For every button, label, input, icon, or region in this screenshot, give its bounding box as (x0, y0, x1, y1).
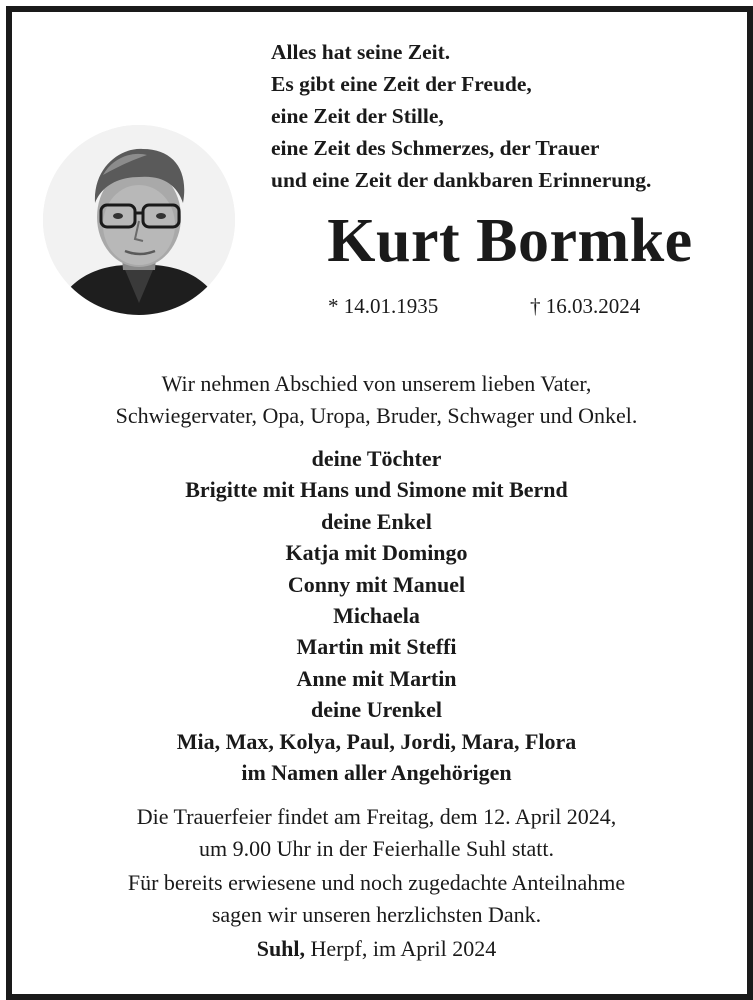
mourner-line: Martin mit Steffi (296, 634, 457, 660)
mourner-line: im Namen aller Angehörigen (241, 760, 512, 786)
mourner-line: Mia, Max, Kolya, Paul, Jordi, Mara, Flora (176, 728, 577, 754)
poem-line: Alles hat seine Zeit. (271, 40, 451, 64)
mourner-line: Brigitte mit Hans und Simone mit Bernd (185, 477, 568, 503)
death-date: † 16.03.2024 (530, 294, 641, 318)
mourner-line: deine Urenkel (311, 697, 442, 723)
funeral-notice (0, 801, 753, 965)
mourner-line: Anne mit Martin (296, 665, 457, 691)
signature-place: Suhl, (256, 936, 306, 961)
mourner-line: Katja mit Domingo (285, 540, 468, 566)
poem-line: und eine Zeit der dankbaren Erinnerung. (271, 168, 652, 192)
signature-date: Herpf, im April 2024 (305, 936, 497, 961)
intro-line: Wir nehmen Abschied von unserem lieben Vater, (161, 371, 592, 396)
farewell-intro (0, 368, 753, 432)
mourner-line: deine Töchter (311, 446, 442, 471)
birth-date: * 14.01.1935 (328, 294, 439, 318)
signature-line (0, 933, 753, 965)
notice-line: um 9.00 Uhr in der Feierhalle Suhl statt. (199, 836, 554, 861)
intro-line: Schwiegervater, Opa, Uropa, Bruder, Schwager und Onkel. (115, 403, 638, 428)
deceased-name: Kurt Bormke (327, 207, 693, 275)
poem-line: Es gibt eine Zeit der Freude, (271, 72, 532, 96)
notice-line: sagen wir unseren herzlichsten Dank. (211, 902, 542, 927)
mourners-list (0, 443, 753, 788)
mourner-line: Michaela (333, 603, 420, 629)
portrait-photo (43, 125, 235, 315)
memorial-poem (271, 36, 731, 196)
notice-line: Für bereits erwiesene und noch zugedachte Anteilnahme (127, 870, 626, 895)
notice-line: Die Trauerfeier findet am Freitag, dem 12. April 2024, (136, 804, 617, 829)
poem-line: eine Zeit des Schmerzes, der Trauer (271, 136, 600, 160)
poem-line: eine Zeit der Stille, (271, 104, 444, 128)
mourner-line: Conny mit Manuel (287, 571, 466, 597)
mourner-line: deine Enkel (321, 508, 432, 534)
